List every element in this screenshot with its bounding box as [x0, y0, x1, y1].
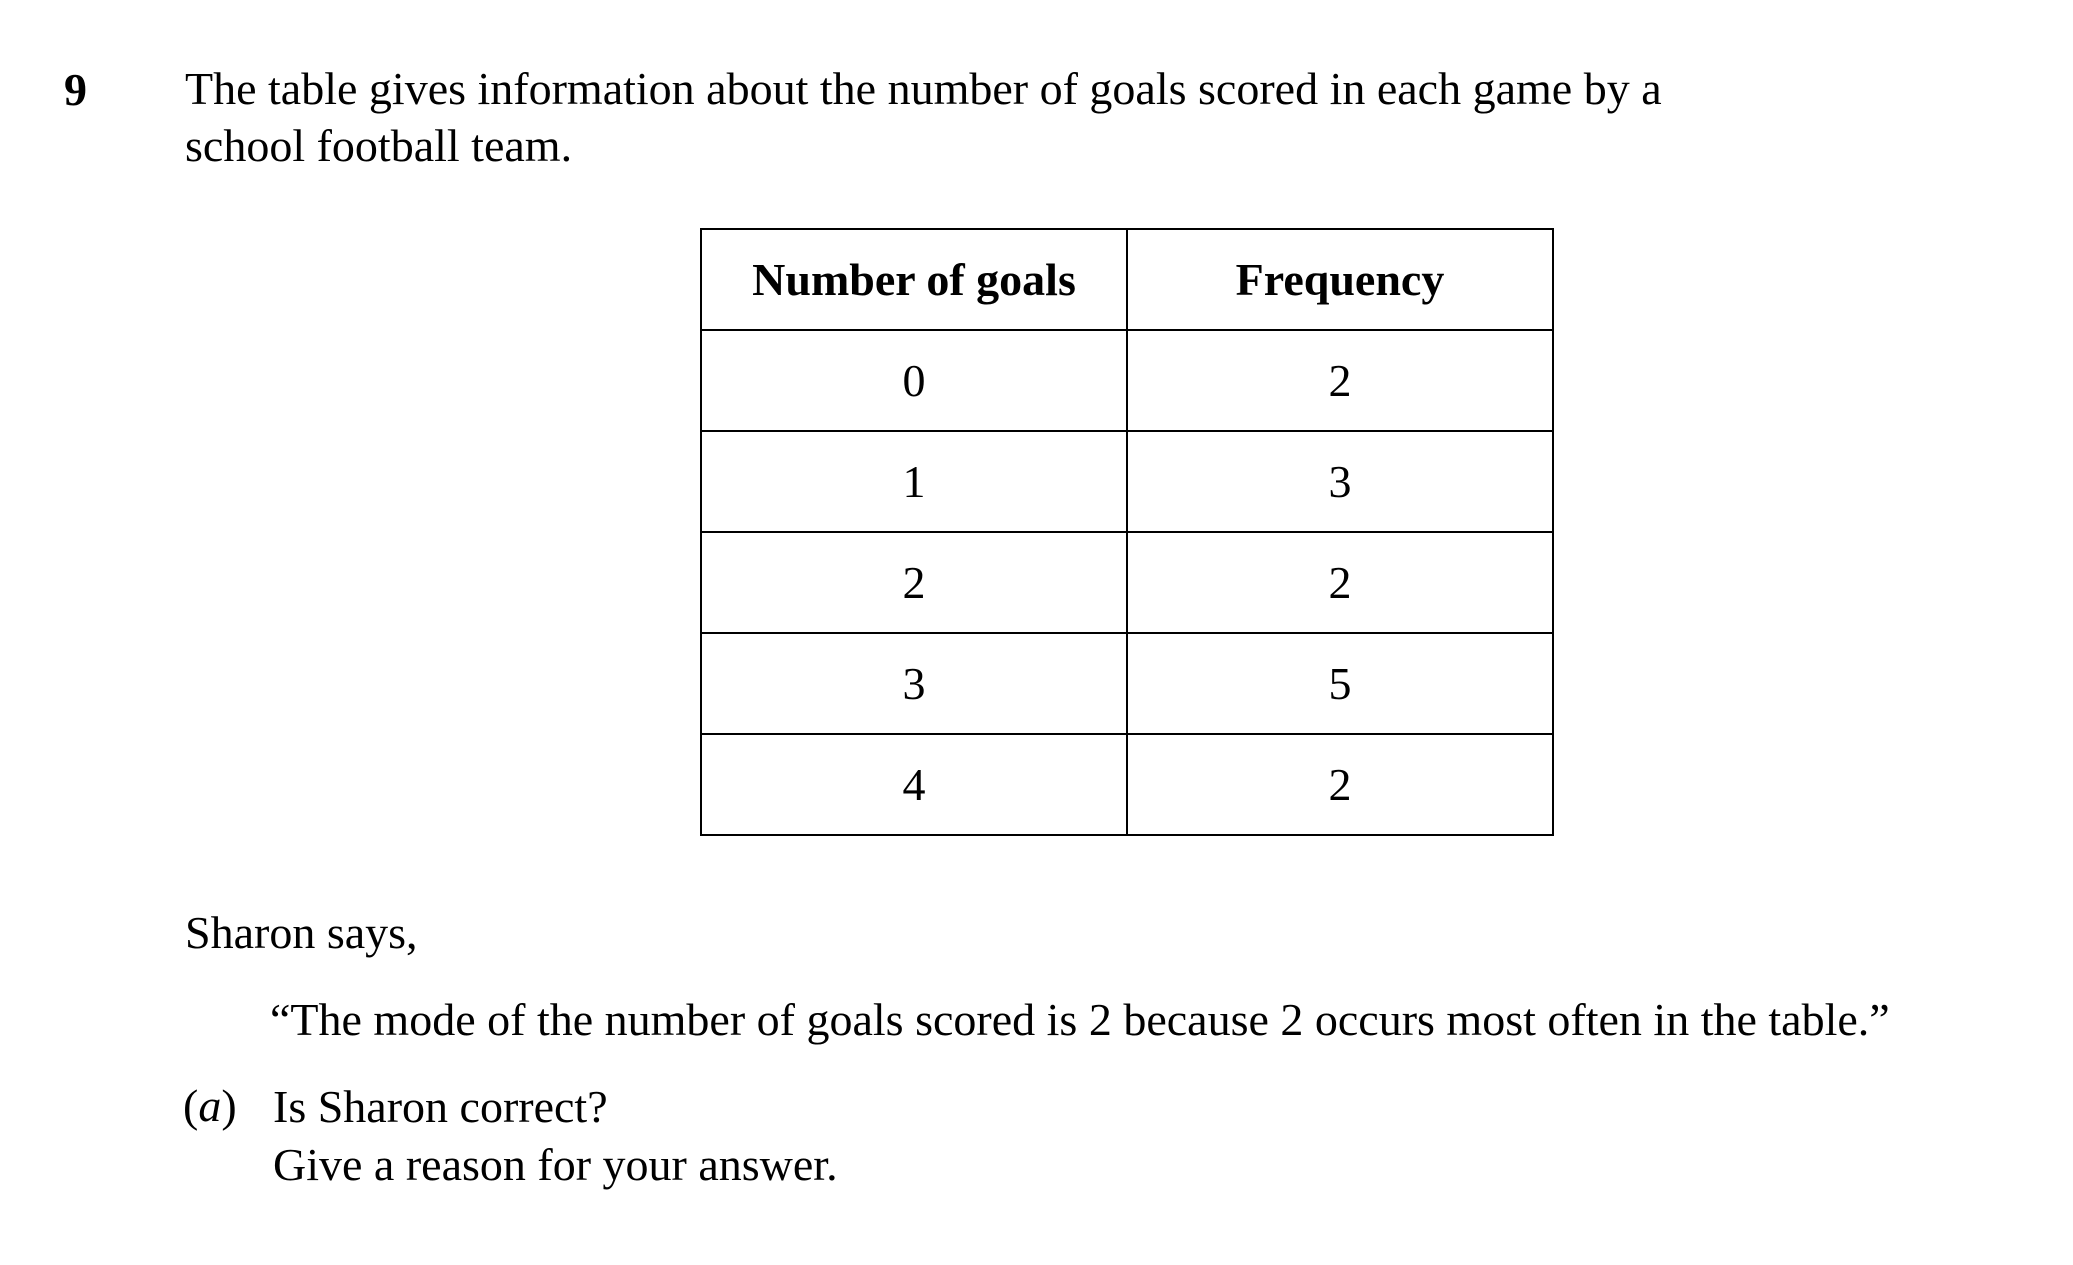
table-row: [701, 633, 1553, 734]
table-row: [701, 734, 1553, 835]
goals-cell: 0: [701, 330, 1127, 431]
header-frequency: Frequency: [1127, 229, 1553, 330]
table-row: [701, 330, 1553, 431]
part-a-label: [183, 1078, 237, 1134]
speaker-line: Sharon says,: [185, 907, 418, 958]
intro-line-2: school football team.: [185, 120, 573, 171]
intro-line-1: The table gives information about the number of goals scored in each game by a: [185, 63, 1662, 114]
sharon-quote: “The mode of the number of goals scored is 2 because 2 occurs most often in the table.”: [270, 994, 1890, 1045]
question-number: 9: [64, 64, 87, 115]
part-a-line-1: Is Sharon correct?: [273, 1081, 608, 1132]
frequency-cell: 5: [1127, 633, 1553, 734]
header-number-of-goals: Number of goals: [701, 229, 1127, 330]
frequency-cell: 2: [1127, 734, 1553, 835]
part-a-letter: a: [198, 1080, 222, 1131]
part-a-line-2: Give a reason for your answer.: [273, 1139, 838, 1190]
goals-cell: 4: [701, 734, 1127, 835]
goals-cell: 3: [701, 633, 1127, 734]
table-row: [701, 431, 1553, 532]
goals-cell: 1: [701, 431, 1127, 532]
frequency-cell: 2: [1127, 330, 1553, 431]
goals-cell: 2: [701, 532, 1127, 633]
table-row: [701, 532, 1553, 633]
frequency-cell: 2: [1127, 532, 1553, 633]
goals-frequency-table: [700, 228, 1554, 836]
part-a-label-close: ): [221, 1080, 237, 1131]
frequency-cell: 3: [1127, 431, 1553, 532]
part-a-label-open: (: [183, 1080, 199, 1131]
part-a-text: [273, 1078, 838, 1194]
table-header-row: [701, 229, 1553, 330]
question-intro: [185, 60, 2005, 174]
